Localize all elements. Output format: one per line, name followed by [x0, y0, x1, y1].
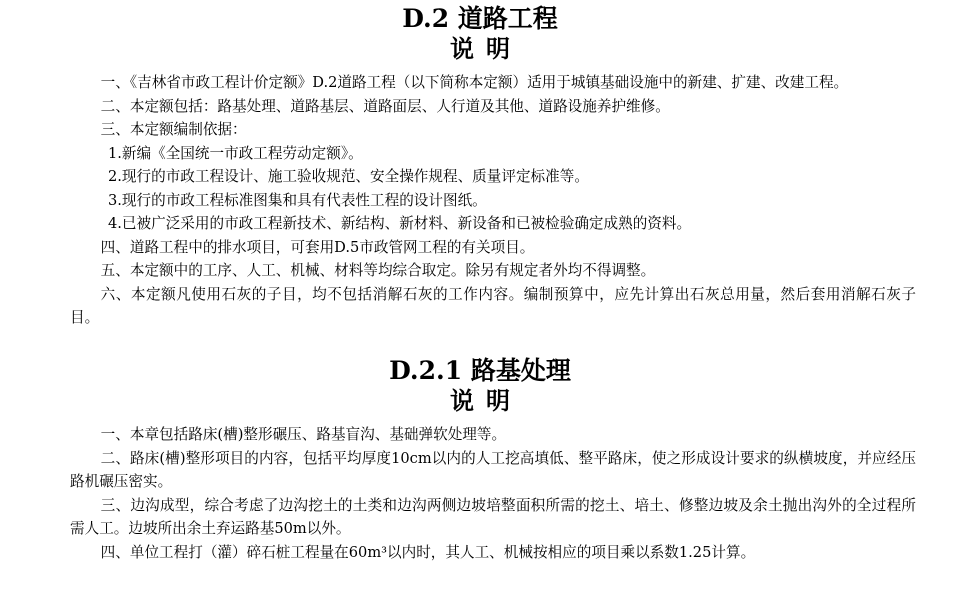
- paragraph-contents: 二、本定额包括：路基处理、道路基层、道路面层、人行道及其他、道路设施养护维修。: [100, 97, 670, 115]
- list-item: 3.现行的市政工程标准图集和具有代表性工程的设计图纸。: [108, 191, 487, 209]
- paragraph-basis: 三、本定额编制依据：: [100, 121, 247, 138]
- section-subtitle: 说明: [450, 386, 522, 415]
- paragraph-roadbed: 二、路床(槽)整形项目的内容，包括平均厚度10cm以内的人工挖高填低、整平路床，使之形成设计要求的纵横坡度，并应经压路机碾压密实。: [70, 449, 916, 490]
- paragraph-adjustment: 五、本定额中的工序、人工、机械、材料等均综合取定。除另有规定者外均不得调整。: [100, 262, 656, 279]
- section-body: [70, 71, 916, 330]
- list-item: 1.新编《全国统一市政工程劳动定额》。: [108, 144, 363, 162]
- section-subgrade-treatment: [0, 356, 960, 564]
- section-title: D.2.1 路基处理: [389, 356, 571, 385]
- section-body: [70, 423, 916, 564]
- paragraph-scope: 一、《吉林省市政工程计价定额》D.2道路工程（以下简称本定额）适用于城镇基础设施中的新建、扩建、改建工程。: [100, 74, 849, 91]
- paragraph-drainage: 四、道路工程中的排水项目，可套用D.5市政管网工程的有关项目。: [100, 238, 535, 256]
- paragraph-chapter-scope: 一、本章包括路床(槽)整形碾压、路基盲沟、基础弹软处理等。: [100, 426, 507, 443]
- paragraph-ditch: 三、边沟成型，综合考虑了边沟挖土的土类和边沟两侧边坡培整面积所需的挖土、培土、修整边坡及余土抛出沟外的全过程所需人工。边坡所出余土弃运路基50m以外。: [70, 496, 916, 537]
- paragraph-gravel-pile: 四、单位工程打（灌）碎石桩工程量在60m³以内时，其人工、机械按相应的项目乘以系数1.25计算。: [100, 543, 756, 561]
- section-subtitle: 说明: [450, 34, 522, 63]
- list-item: 2.现行的市政工程设计、施工验收规范、安全操作规程、质量评定标准等。: [108, 168, 589, 185]
- section-title: D.2 道路工程: [402, 4, 558, 33]
- paragraph-lime: 六、本定额凡使用石灰的子目，均不包括消解石灰的工作内容。编制预算中，应先计算出石灰总用量，然后套用消解石灰子目。: [70, 285, 916, 326]
- list-item: 4.已被广泛采用的市政工程新技术、新结构、新材料、新设备和已被检验确定成熟的资料。: [108, 215, 692, 232]
- section-road-engineering: [0, 4, 960, 330]
